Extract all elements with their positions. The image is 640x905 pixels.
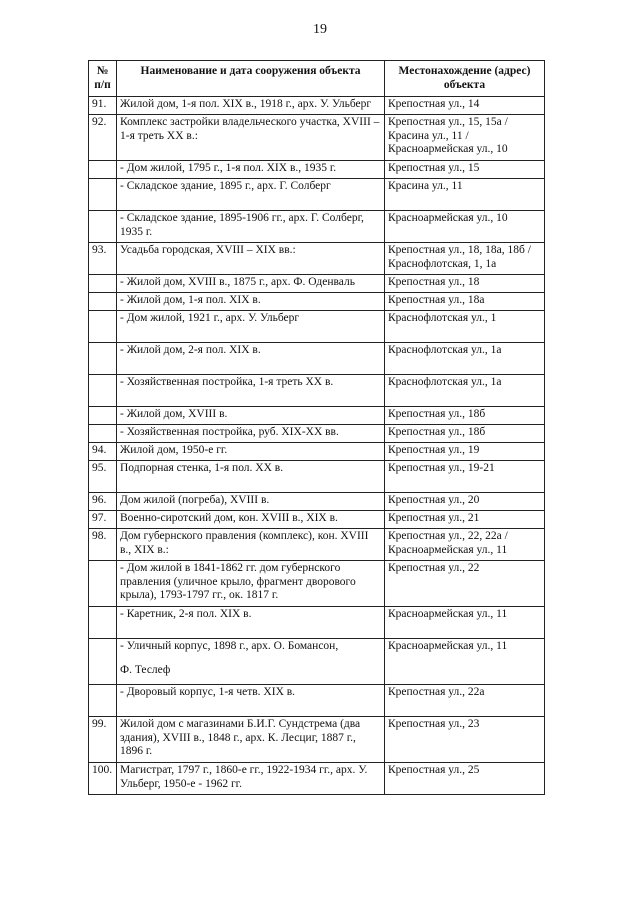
- table-row: [89, 529, 545, 561]
- table-row: [89, 607, 545, 639]
- table-row: [89, 311, 545, 343]
- heritage-objects-table: [88, 60, 545, 795]
- row-number: [89, 639, 117, 685]
- object-address: Красина ул., 11: [385, 179, 545, 211]
- row-number: 93.: [89, 243, 117, 275]
- object-name: Усадьба городская, XVIII – XIX вв.:: [117, 243, 385, 275]
- header-number: № п/п: [89, 61, 117, 97]
- object-name: Магистрат, 1797 г., 1860-е гг., 1922-1934 гг., арх. У. Ульберг, 1950-е - 1962 гг.: [117, 763, 385, 795]
- object-address: Крепостная ул., 22а: [385, 685, 545, 717]
- object-address: Крепостная ул., 18, 18а, 18б / Краснофлотская, 1, 1а: [385, 243, 545, 275]
- table-row: [89, 179, 545, 211]
- object-address: Крепостная ул., 25: [385, 763, 545, 795]
- object-address: Краснофлотская ул., 1: [385, 311, 545, 343]
- object-address: Крепостная ул., 15, 15а / Красина ул., 11 / Красноармейская ул., 10: [385, 115, 545, 161]
- table-row: [89, 161, 545, 179]
- object-address: Крепостная ул., 18: [385, 275, 545, 293]
- row-number: [89, 179, 117, 211]
- table-header-row: [89, 61, 545, 97]
- object-address: Крепостная ул., 22: [385, 561, 545, 607]
- row-number: [89, 375, 117, 407]
- row-number: 97.: [89, 511, 117, 529]
- object-address: Крепостная ул., 18б: [385, 425, 545, 443]
- object-address: Крепостная ул., 19-21: [385, 461, 545, 493]
- row-number: 96.: [89, 493, 117, 511]
- object-address: Крепостная ул., 18б: [385, 407, 545, 425]
- table-row: [89, 443, 545, 461]
- object-name: Жилой дом, 1950-е гг.: [117, 443, 385, 461]
- row-number: [89, 425, 117, 443]
- object-name-line: Ф. Теслеф: [120, 663, 171, 676]
- table-row: [89, 717, 545, 763]
- object-name: - Жилой дом, 2-я пол. XIX в.: [117, 343, 385, 375]
- table-row: [89, 97, 545, 115]
- row-number: [89, 685, 117, 717]
- row-number: 91.: [89, 97, 117, 115]
- table-row: [89, 407, 545, 425]
- object-name: Дом жилой (погреба), XVIII в.: [117, 493, 385, 511]
- object-address: Краснофлотская ул., 1а: [385, 375, 545, 407]
- object-name: - Жилой дом, XVIII в.: [117, 407, 385, 425]
- row-number: 94.: [89, 443, 117, 461]
- table-row: [89, 425, 545, 443]
- object-address: Красноармейская ул., 11: [385, 607, 545, 639]
- object-address: Крепостная ул., 18а: [385, 293, 545, 311]
- object-address: Краснофлотская ул., 1а: [385, 343, 545, 375]
- row-number: 95.: [89, 461, 117, 493]
- object-name-line: - Уличный корпус, 1898 г., арх. О. Бомансон,: [120, 640, 339, 652]
- header-address: Местонахождение (адрес) объекта: [385, 61, 545, 97]
- object-address: Крепостная ул., 23: [385, 717, 545, 763]
- table-row: [89, 343, 545, 375]
- object-name: Жилой дом с магазинами Б.И.Г. Сундстрема (два здания), XVIII в., 1848 г., арх. К. Лесциг, 1887 г., 1896 г.: [117, 717, 385, 763]
- object-name: - Дом жилой, 1921 г., арх. У. Ульберг: [117, 311, 385, 343]
- object-address: Крепостная ул., 15: [385, 161, 545, 179]
- row-number: [89, 311, 117, 343]
- table-row: [89, 461, 545, 493]
- object-address: Крепостная ул., 14: [385, 97, 545, 115]
- row-number: [89, 407, 117, 425]
- row-number: 98.: [89, 529, 117, 561]
- table-row: [89, 561, 545, 607]
- object-address: Крепостная ул., 19: [385, 443, 545, 461]
- table-row: [89, 639, 545, 685]
- object-name: - Жилой дом, XVIII в., 1875 г., арх. Ф. Оденваль: [117, 275, 385, 293]
- object-name: Комплекс застройки владельческого участка, XVIII – 1-я треть XX в.:: [117, 115, 385, 161]
- object-name: - Жилой дом, 1-я пол. XIX в.: [117, 293, 385, 311]
- object-name: - Хозяйственная постройка, 1-я треть XX в.: [117, 375, 385, 407]
- object-address: Крепостная ул., 22, 22а / Красноармейская ул., 11: [385, 529, 545, 561]
- page-number: 19: [313, 22, 327, 37]
- object-address: Красноармейская ул., 11: [385, 639, 545, 685]
- row-number: 99.: [89, 717, 117, 763]
- object-name: Дом губернского правления (комплекс), кон. XVIII в., XIX в.:: [117, 529, 385, 561]
- object-name: [117, 639, 385, 685]
- table-row: [89, 293, 545, 311]
- row-number: [89, 275, 117, 293]
- object-address: Крепостная ул., 21: [385, 511, 545, 529]
- object-address: Красноармейская ул., 10: [385, 211, 545, 243]
- object-name: - Дом жилой в 1841-1862 гг. дом губернского правления (уличное крыло, фрагмент дворового крыла), 1793-1797 гг., ок. 1817 г.: [117, 561, 385, 607]
- object-name: - Каретник, 2-я пол. XIX в.: [117, 607, 385, 639]
- object-name: - Хозяйственная постройка, руб. XIX-XX вв.: [117, 425, 385, 443]
- table-row: [89, 115, 545, 161]
- row-number: [89, 161, 117, 179]
- object-name: Военно-сиротский дом, кон. XVIII в., XIX в.: [117, 511, 385, 529]
- row-number: 100.: [89, 763, 117, 795]
- object-address: Крепостная ул., 20: [385, 493, 545, 511]
- table-row: [89, 243, 545, 275]
- row-number: [89, 343, 117, 375]
- row-number: [89, 561, 117, 607]
- object-name: Подпорная стенка, 1-я пол. XX в.: [117, 461, 385, 493]
- table-row: [89, 511, 545, 529]
- row-number: [89, 293, 117, 311]
- table-row: [89, 685, 545, 717]
- table-row: [89, 275, 545, 293]
- table-row: [89, 375, 545, 407]
- object-name: - Складское здание, 1895 г., арх. Г. Солберг: [117, 179, 385, 211]
- table-row: [89, 493, 545, 511]
- table-row: [89, 763, 545, 795]
- object-name: - Дворовый корпус, 1-я четв. XIX в.: [117, 685, 385, 717]
- object-name: Жилой дом, 1-я пол. XIX в., 1918 г., арх. У. Ульберг: [117, 97, 385, 115]
- row-number: [89, 607, 117, 639]
- row-number: 92.: [89, 115, 117, 161]
- table-row: [89, 211, 545, 243]
- object-name: - Дом жилой, 1795 г., 1-я пол. XIX в., 1935 г.: [117, 161, 385, 179]
- header-name: Наименование и дата сооружения объекта: [117, 61, 385, 97]
- row-number: [89, 211, 117, 243]
- line-gap: [120, 654, 381, 664]
- object-name: - Складское здание, 1895-1906 гг., арх. Г. Солберг, 1935 г.: [117, 211, 385, 243]
